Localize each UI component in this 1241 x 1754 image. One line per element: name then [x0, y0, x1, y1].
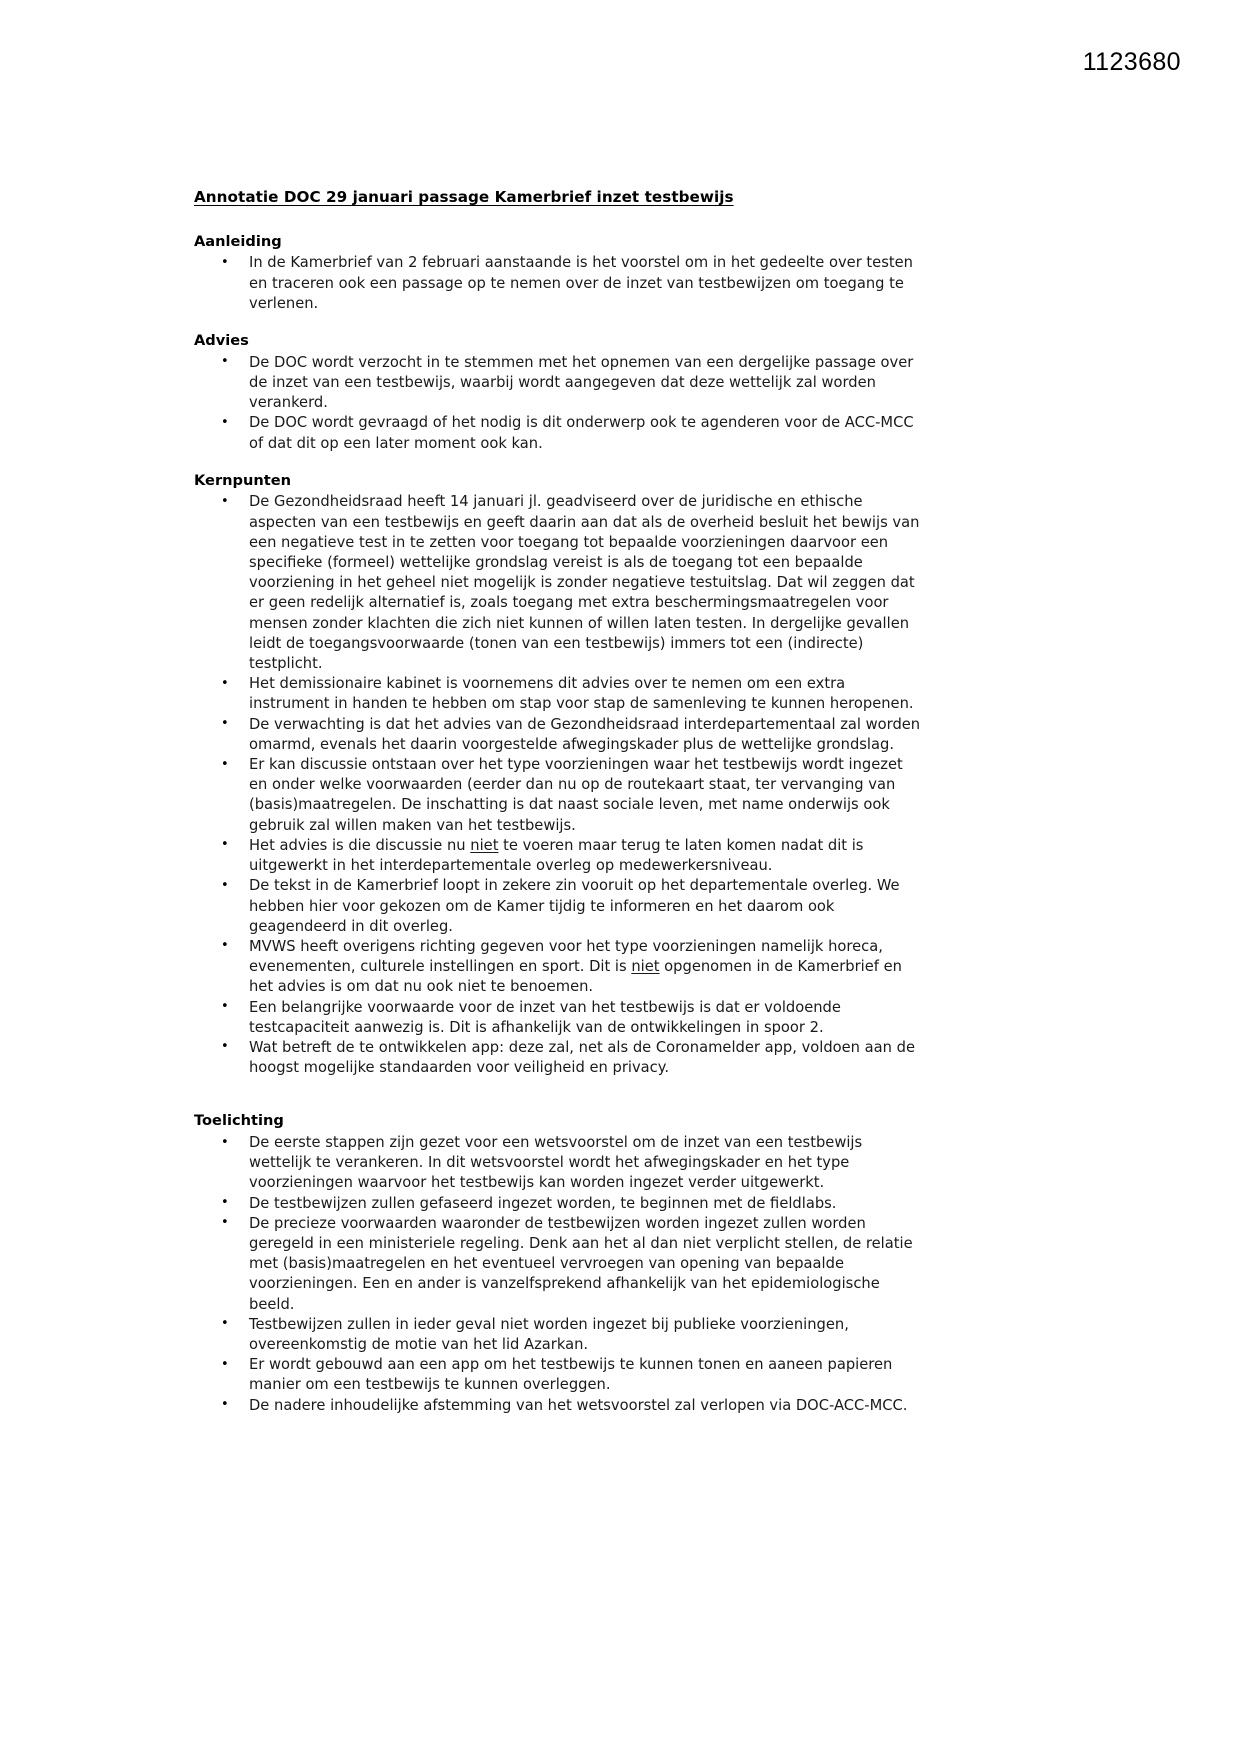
list-item: • De DOC wordt gevraagd of het nodig is dit onderwerp ook te agenderen voor de ACC-MCC of dat dit op een later moment ook kan.: [194, 413, 924, 453]
list-item: • Er kan discussie ontstaan over het type voorzieningen waar het testbewijs wordt ingezet en onder welke voorwaarden (eerder dan nu op de routekaart staat, ter vervanging van (basis)maatregelen. De inschatting is dat naast sociale leven, met name onderwijs ook gebruik zal willen maken van het testbewijs.: [194, 755, 924, 836]
list-item: • Wat betreft de te ontwikkelen app: deze zal, net als de Coronamelder app, voldoen aan de hoogst mogelijke standaarden voor veiligheid en privacy.: [194, 1038, 924, 1078]
text-fragment: opgenomen in de Kamerbrief en het advies is om dat nu ook niet te benoemen.: [249, 958, 902, 996]
list-item: • In de Kamerbrief van 2 februari aanstaande is het voorstel om in het gedeelte over testen en traceren ook een passage op te nemen over de inzet van testbewijzen om toegang te verlenen.: [194, 253, 924, 314]
bullet-list-toelichting: [194, 1133, 924, 1416]
list-item: • Het demissionaire kabinet is voornemens dit advies over te nemen om een extra instrument in handen te hebben om stap voor stap de samenleving te kunnen heropenen.: [194, 674, 924, 714]
list-item: • De testbewijzen zullen gefaseerd ingezet worden, te beginnen met de fieldlabs.: [194, 1194, 924, 1214]
list-item: • Een belangrijke voorwaarde voor de inzet van het testbewijs is dat er voldoende testcapaciteit aanwezig is. Dit is afhankelijk van de ontwikkelingen in spoor 2.: [194, 998, 924, 1038]
list-item: • De verwachting is dat het advies van de Gezondheidsraad interdepartementaal zal worden omarmd, evenals het daarin voorgestelde afwegingskader plus de wettelijke grondslag.: [194, 715, 924, 755]
bullet-list-aanleiding: [194, 253, 924, 314]
document-body: [194, 188, 924, 1433]
text-fragment: te voeren maar terug te laten komen nadat dit is uitgewerkt in het interdepartementale overleg op medewerkersniveau.: [249, 836, 864, 875]
section-heading-advies: Advies: [194, 332, 249, 350]
list-item: • De DOC wordt verzocht in te stemmen met het opnemen van een dergelijke passage over de inzet van een testbewijs, waarbij wordt aangegeven dat deze wettelijk zal worden verankerd.: [194, 353, 924, 414]
section-kernpunten: [194, 471, 924, 1079]
text-fragment: Het advies is die discussie nu: [249, 836, 471, 854]
page-title: Annotatie DOC 29 januari passage Kamerbrief inzet testbewijs: [194, 188, 734, 206]
list-item: • De eerste stappen zijn gezet voor een wetsvoorstel om de inzet van een testbewijs wettelijk te verankeren. In dit wetsvoorstel wordt het afwegingskader en het type voorzieningen waarvoor het testbewijs kan worden ingezet verder uitgewerkt.: [194, 1133, 924, 1194]
list-item: • Testbewijzen zullen in ieder geval niet worden ingezet bij publieke voorzieningen, overeenkomstig de motie van het lid Azarkan.: [194, 1315, 924, 1355]
list-item-mvws: [194, 937, 924, 998]
document-number: 1123680: [1082, 48, 1181, 76]
list-item: • De tekst in de Kamerbrief loopt in zekere zin vooruit op het departementale overleg. We hebben hier voor gekozen om de Kamer tijdig te informeren en het daarom ook geagendeerd in dit overleg.: [194, 876, 924, 937]
section-aanleiding: [194, 232, 924, 314]
emphasis-niet: niet: [470, 836, 499, 854]
list-item: • De precieze voorwaarden waaronder de testbewijzen worden ingezet zullen worden geregeld in een ministeriele regeling. Denk aan het al dan niet verplicht stellen, de relatie met (basis)maatregelen en het eventueel vervroegen van opening van bepaalde voorzieningen. Een en ander is vanzelfsprekend afhankelijk van het epidemiologische beeld.: [194, 1214, 924, 1315]
list-item: • Er wordt gebouwd aan een app om het testbewijs te kunnen tonen en aaneen papieren manier om een testbewijs te kunnen overleggen.: [194, 1355, 924, 1395]
list-item: • De Gezondheidsraad heeft 14 januari jl. geadviseerd over de juridische en ethische aspecten van een testbewijs en geeft daarin aan dat als de overheid besluit het bewijs van een negatieve test in te zetten voor toegang tot bepaalde voorzieningen daarvoor een specifieke (formeel) wettelijke grondslag vereist is als de toegang tot een bepaalde voorziening in het geheel niet mogelijk is zonder negatieve testuitslag. Dat wil zeggen dat er geen redelijk alternatief is, zoals toegang met extra beschermingsmaatregelen voor mensen zonder klachten die zich niet kunnen of willen laten testen. In dergelijke gevallen leidt de toegangsvoorwaarde (tonen van een testbewijs) immers tot een (indirecte) testplicht.: [194, 492, 924, 674]
section-heading-toelichting: Toelichting: [194, 1112, 284, 1130]
bullet-list-kernpunten: [194, 492, 924, 1078]
list-item-advies-discussie: [194, 836, 924, 876]
text-fragment: MVWS heeft overigens richting gegeven voor het type voorzieningen namelijk horeca, evenementen, culturele instellingen en sport. Dit is: [249, 937, 883, 976]
section-heading-kernpunten: Kernpunten: [194, 471, 292, 489]
emphasis-niet: niet: [631, 958, 660, 976]
section-heading-aanleiding: Aanleiding: [194, 232, 282, 250]
bullet-list-advies: [194, 353, 924, 454]
section-toelichting: [194, 1111, 924, 1416]
section-spacer: [194, 1095, 924, 1111]
list-item: • De nadere inhoudelijke afstemming van het wetsvoorstel zal verlopen via DOC-ACC-MCC.: [194, 1396, 924, 1416]
section-advies: [194, 331, 924, 454]
